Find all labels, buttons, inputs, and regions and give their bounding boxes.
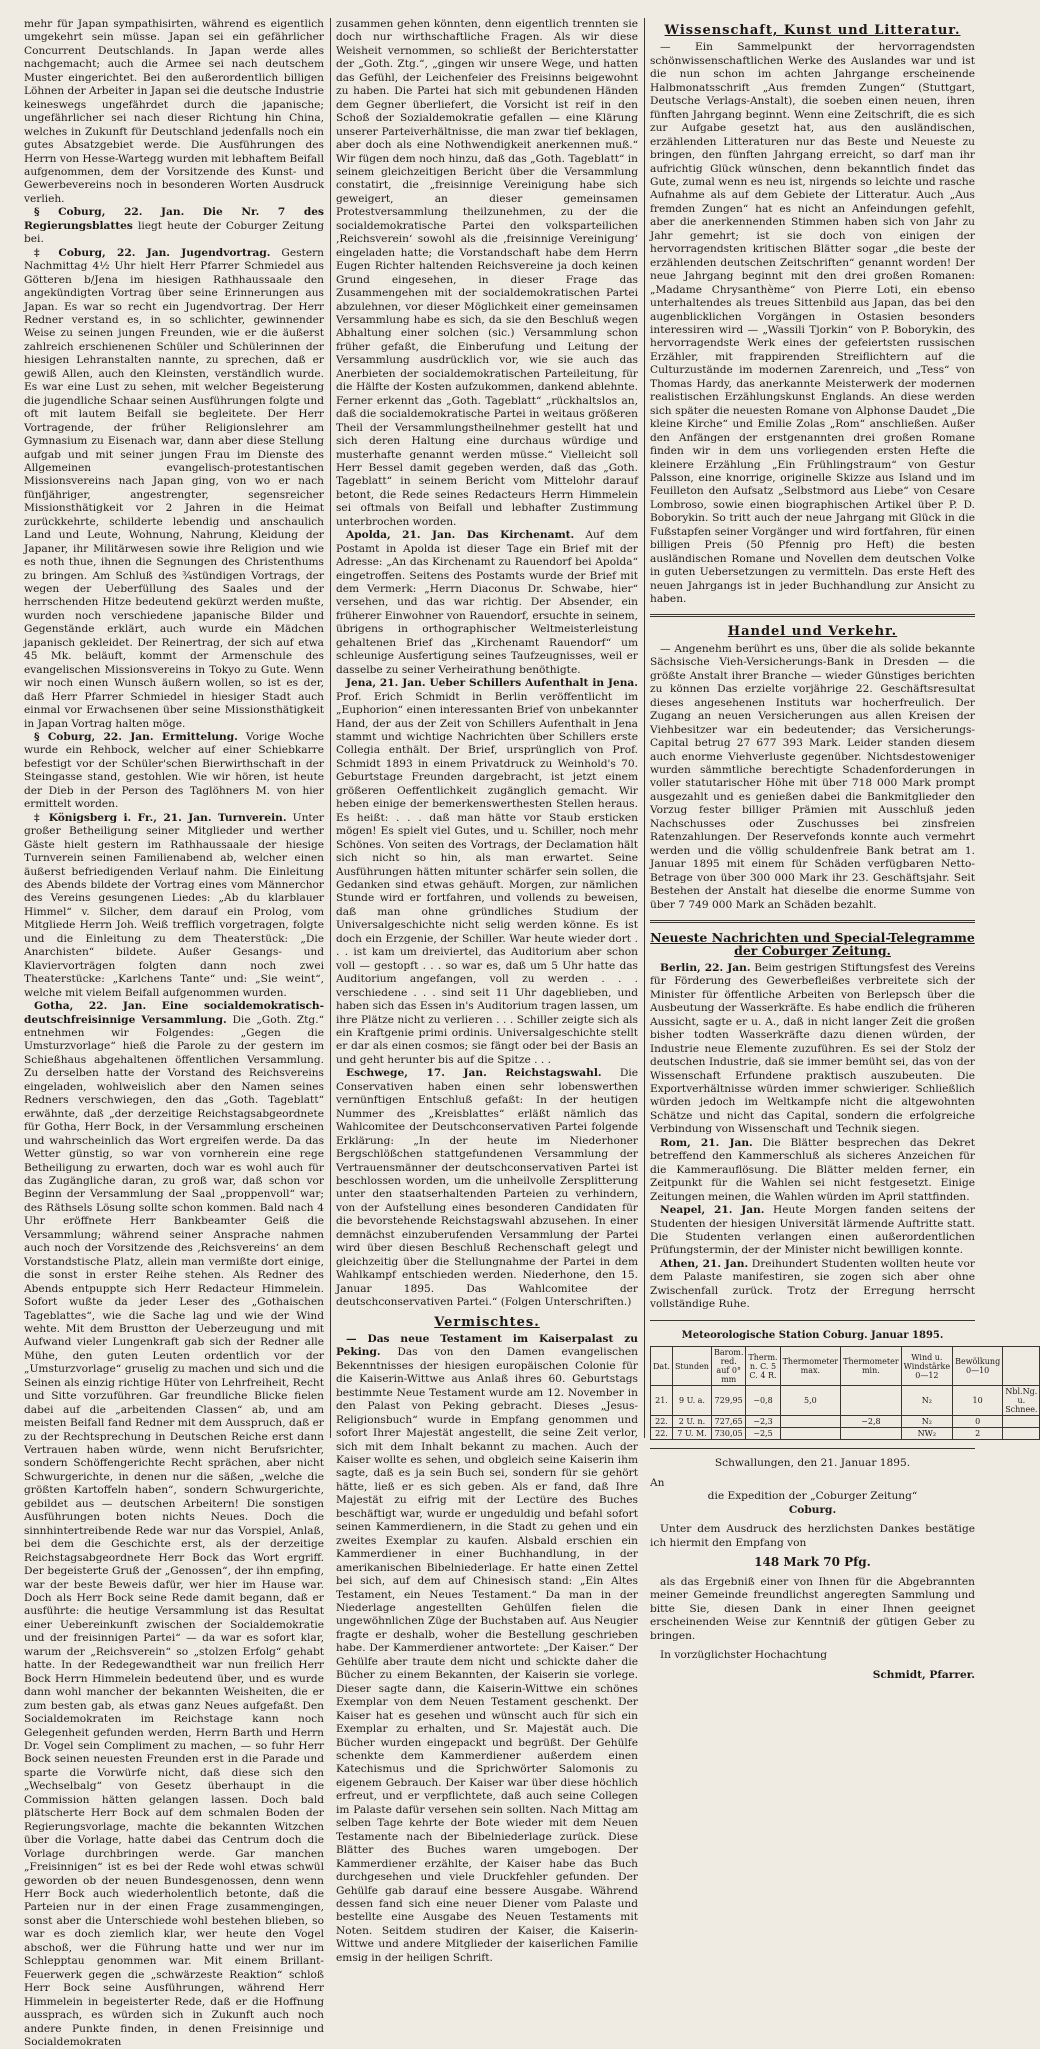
letter-signature: Schmidt, Pfarrer. xyxy=(872,1668,975,1681)
section-heading-telegrams: Neueste Nachrichten und Special-Telegramme der Coburger Zeitung. xyxy=(650,930,975,959)
column-2 xyxy=(336,18,638,1964)
weather-table-cell: −2,5 xyxy=(746,1428,780,1440)
weather-table-cell xyxy=(841,1386,902,1416)
article-dateline: Berlin, 22. Jan. xyxy=(660,961,751,974)
divider xyxy=(650,1448,975,1449)
article-paragraph: ‡ Königsberg i. Fr., 21. Jan. Turnverein. Unter großer Betheiligung seiner Mitglieder und werther Gäste hielt gestern im Rathhaussaale der hiesige Turnverein seinen Familienabend ab, welcher einen äußerst befriedigenden Verlauf nahm. Die Einleitung des Abends bildete der Vortrag eines vom Männerchor des Vereins gesungenen Liedes: „Ab du klarblauer Himmel“ v. Silcher, dem darauf ein Prolog, vom Mitgliede Herrn Joh. Weiß trefflich vorgetragen, folgte und die Einleitung zu dem Theaterstück: „Die Anarchisten“ bildete. Außer Gesangs- und Klaviervorträgen folgten dann noch zwei Theaterstücke: „Karlchens Tante“ und: „Sie weint“, welche mit vielem Beifall aufgenommen wurden. xyxy=(24,811,325,999)
weather-table-cell: 22. xyxy=(651,1416,673,1428)
divider xyxy=(650,614,975,617)
weather-table-cell: 729,95 xyxy=(711,1386,745,1416)
section-heading-trade: Handel und Verkehr. xyxy=(727,624,898,640)
weather-table-header: Barom. red. auf 0° mm xyxy=(711,1347,745,1386)
article-paragraph: mehr für Japan sympathisirten, während es eigentlich umgekehrt sein müsse. Japan sei ein gefährlicher Concurrent Deutschlands. In Japan werde alles nachgemacht; auch die Armee sei nach deutschem Muster eingerichtet. Bei den außerordentlich billigen Löhnen der Arbeiter in Japan sei die deutsche Industrie keineswegs ungefährdet durch die japanische; ungefährlicher sei nach dieser Richtung hin China, welches in Zukunft für Deutschland jedenfalls noch ein gutes Absatzgebiet werde. Die Ausführungen des Herrn von Hesse-Wartegg wurden mit lebhaftem Beifall aufgenommen, dem der Vorsitzende des Kunst- und Gewerbevereins noch in besonderen Worten Ausdruck verlieh. xyxy=(24,18,324,205)
weather-table-cell: N₂ xyxy=(901,1386,952,1416)
weather-table-cell xyxy=(780,1428,841,1440)
column-1 xyxy=(24,18,325,2048)
weather-table-row xyxy=(651,1416,1040,1428)
weather-table-cell: −2,8 xyxy=(841,1416,902,1428)
article-paragraph: — Das neue Testament im Kaiserpalast zu Peking. Das von den Damen evangelischen Bekenntnisses der hiesigen europäischen Colonie für die Kaiserin-Wittwe aus Anlaß ihres 60. Geburtstags bestimmte Neue Testament wurde am 12. November in den Palast von Peking gebracht. Dieses „Jesus-Religionsbuch“ wurde in Empfang genommen und sofort Ihrer Majestät angestellt, die seine Zeit verlor, sich mit dem Inhalt bekannt zu machen. Auch der Kaiser wollte es sehen, und obgleich seine Kaiserin ihm sagte, daß es ja sein Buch sei, sondern für sie gehört hätte, ließ er es sich geben. Als er fand, daß Ihre Majestät zu eifrig mit der Lectüre des Buches beschäftigt war, wurde er ungeduldig und befahl sofort seinen Kammerdienern, in die Stadt zu gehen und ein zweites Exemplar zu kaufen. Alsbald erschien ein Kammerdiener in einer Buchhandlung, in der amerikanischen Bibelniederlage. Er hatte einen Zettel bei sich, auf dem auf Chinesisch stand: „Ein Altes Testament, ein Neues Testament.“ Da man in der Niederlage angestellten Gehülfen fielen die ungewöhnlichen Züge der Buchstaben auf. Aus Neugier fragte er deshalb, woher die Bestellung geschrieben habe. Der Kammerdiener antwortete: „Der Kaiser.“ Der Gehülfe aber traute dem nicht und schickte daher die Bücher zu einem Bekannten, der Kaiserin sie vorlege. Dieser sagte dann, die Kaiserin-Wittwe ein schönes Exemplar von dem Neuen Testament geschenkt. Der Kaiser hat es gesehen und wünscht auch für sich ein Exemplar zu erhalten, und Sr. Majestät auch. Die Bücher wurden eingepackt und begrüßt. Der Gehülfe schenkte dem Kammerdiener außerdem einen Katechismus und die Sprichwörter Salomonis zu eigenem Gebrauch. Der Kaiser war über diese höchlich erfreut, und er verpflichtete, daß auch seine Collegen im Palaste dafür versehen sein sollten. Nach Mittag am selben Tage kehrte der Bote wieder mit dem Neuen Testamente nach der Bibelniederlage zurück. Diese Blätter des Buches waren umgebogen. Der Kammerdiener erzählte, der Kaiser habe das Buch durchgesehen und viele Druckfehler gefunden. Der Gehülfe gab darauf eine bessere Ausgabe. Während dessen fand sich eine neuer Diener vom Palaste und bestellte eine Ausgabe des Neuen Testaments mit Noten. Seitdem studiren der Kaiser, die Kaiserin-Wittwe und andere Mitglieder der kaiserlichen Familie emsig in der heiligen Schrift. xyxy=(336,1332,638,1964)
article-paragraph: zusammen gehen könnten, denn eigentlich trennten sie doch nur wirthschaftliche Fragen. Als wir diese Weisheit vernommen, so schließt der Berichterstatter der „Goth. Ztg.“, „gingen wir unsere Wege, und hatten das Gefühl, der Leichenfeier des Freisinns beigewohnt zu haben. Die Partei hat sich mit gebundenen Händen dem Gegner überliefert, die Vorsicht ist reif in den Schoß der Sozialdemokratie gefallen — eine Klärung unserer Parteiverhältnisse, die man zwar tief beklagen, aber doch als eine Nothwendigkeit anerkennen muß.“ Wir fügen dem noch hinzu, daß das „Goth. Tageblatt“ in seinem gleichzeitigen Bericht über die Versammlung constatirt, die „freisinnige Vereinigung habe sich geweigert, an dieser gemeinsamen Protestversammlung theilzunehmen, zu der die socialdemokratische Partei den volksparteilichen ‚Reichsverein‘ sowohl als die ‚freisinnige Vereinigung‘ eingeladen hatte; die Vorstandschaft habe dem Herrn Eugen Richter haltenden Reichsvereine ja doch keinen Grund eingesehen, in dieser Frage das Zusammengehen mit der socialdemokratischen Partei abzulehnen, vor dieser Möglichkeit einer gemeinsamen Versammlung habe es sich, da sie den Beschluß wegen Abhaltung einer solchen (sic.) Versammlung schon früher gefaßt, die Einberufung und Leitung der Versammlung ausdrücklich vor, wie sie auch das Anerbieten der socialdemokratischen Parteileitung, für die Hälfte der Kosten aufzukommen, dankend ablehnte. Ferner erkennt das „Goth. Tageblatt“ „rückhaltslos an, daß die socialdemokratische Partei in weitaus größeren Theil der Versammlungstheilnehmer gestellt hat und sich deren Haltung eine durchaus würdige und musterhafte genannt werden müsse.“ Vielleicht soll Herr Bessel damit gegeben werden, daß das „Goth. Tageblatt“ in seinem Bericht vom Mittelohr darauf betont, die Rede seines Redacteurs Herrn Himmelein sei oftmals von Beifall und lebhafter Zustimmung unterbrochen worden. xyxy=(336,18,638,528)
weather-table-title: Meteorologische Station Coburg. Januar 1895. xyxy=(681,1329,944,1341)
weather-table-cell: 2 xyxy=(953,1428,1003,1440)
article-paragraph: Jena, 21. Jan. Ueber Schillers Aufenthalt in Jena. Prof. Erich Schmidt in Berlin veröffentlicht im „Euphorion“ einen interessanten Brief von unbekannter Hand, der aus der Zeit von Schillers Aufenthalt in Jena stammt und wichtige Nachrichten über Schillers erste Collegia enthält. Der Brief, ursprünglich von Prof. Schmidt 1893 in einem Privatdruck zu Weinhold's 70. Geburtstage Freunden dargebracht, ist jetzt einem größeren Oeffentlichkeit zugänglich gemacht. Wir heben einige der bemerkenswerthesten Stellen heraus. Es heißt: . . . daß man hätte vor Staub ersticken mögen! Es spielt viel Gutes, und u. Schiller, noch mehr Schönes. Von seiten des Vortrags, der Declamation hält sich nicht so hin, als man erwartet. Seine Ausführungen hätten mitunter schärfer sein sollen, die Gedanken sind etwas gehäuft. Morgen, zur nämlichen Stunde wird er fortfahren, und vollends zu beweisen, daß man ohne gründliches Studium der Universalgeschichte nicht selig werden könne. Es ist doch ein Erzgenie, der Schiller. War heute wieder dort . . . ist kam um dreiviertel, das Auditorium aber schon voll — gestopft . . . so war es, daß um 5 Uhr hatte das Auditorium angefangen, voll zu werden . . . verschiedene . . . sind seit 11 Uhr dageblieben, und haben sich das Essen in's Auditorium tragen lassen, um ihre Plätze nicht zu verlieren . . . Schiller zeigte sich als ein Kraftgenie primi ordinis. Universalgeschichte stellt er dar als einen cosmos; sie fängt oder bei der Basis an und geht herunter bis auf die Spitze . . . xyxy=(336,677,638,1066)
weather-table-cell: N₂ xyxy=(901,1416,952,1428)
article-dateline: Neapel, 21. Jan. xyxy=(660,1204,765,1217)
weather-table-cell: 7 U. M. xyxy=(672,1428,711,1440)
weather-table-cell: Nbl.Ng. u. Schnee. xyxy=(1003,1386,1040,1416)
article-dateline: § Coburg, 22. Jan. Die Nr. 7 des Regierungsblattes xyxy=(24,206,324,232)
section-heading: Vermischtes. xyxy=(434,1314,540,1330)
article-text: — Ein Sammelpunkt der hervorragendsten schönwissenschaftlichen Werke des Auslandes war und ist die nun schon im achten Jahrgange erscheinende Halbmonatsschrift „Aus fremden Zungen“ (Stuttgart, Deutsche Verlags-Anstalt), die soeben einen neuen, ihren fünften Jahrgang beginnt. Wenn eine Zeitschrift, die es sich zur Aufgabe gesetzt hat, aus den ausländischen, erzählenden Litteraturen nur das Beste und Neueste zu bringen, den fünften Jahrgang erreicht, so darf man ihr aufrichtig Glück wünschen, denn bekanntlich findet das Gute, zumal wenn es neu ist, nirgends so leichte und rasche Aufnahme als auf dem Gebiete der Litteratur. Auch „Aus fremden Zungen“ hat es nicht an Anfeindungen gefehlt, aber die anerkennenden Stimmen haben sich von Jahr zu Jahr gemehrt; ist sie doch von einigen der hervorragendsten kritischen Blätter sogar „die beste der erzählenden deutschen Zeitschriften“ genannt worden! Der neue Jahrgang beginnt mit den drei großen Romanen: „Madame Chrysanthème“ von Pierre Loti, ein ebenso unterhaltendes als treues Sittenbild aus Japan, das bei den augenblicklichen Vorgängen in Ostasien besonders interessiren wird — „Wassili Tjorkin“ von P. Boborykin, des hervorragendste Werk eines der gefeiertsten russischen Erzähler, mit frappirenden Streiflichtern auf die Culturzustände im modernen Zarenreich, und „Tess“ von Thomas Hardy, das anerkannte Meisterwerk der modernen realistischen Erzählungskunst Englands. An diese werden sich später die neuesten Romane von Alphonse Daudet „Die kleine Kirche“ und Emilie Zolas „Rom“ anschließen. Außer den Anfängen der erstgenannten drei großen Romane finden wir in dem uns vorliegenden ersten Hefte die kleinere Erzählung „Ein Frühlingstraum“ von Gestur Palsson, eine knorrige, originelle Skizze aus Island und im Feuilleton den Aufsatz „Selbstmord aus Liebe“ von Cesare Lombroso, sowie einen biographischen Artikel über P. D. Boborykin. So tritt auch der neue Jahrgang mit Glück in die Fußstapfen seiner Vorgänger und wird fortfahren, für einen billigen Preis (50 Pfennig pro Heft) die besten ausländischen Romane und Novellen dem deutschen Volke in guten Uebersetzungen zu vermitteln. Das erste Heft des neuen Jahrgangs ist in jeder Buchhandlung zur Ansicht zu haben. xyxy=(650,41,975,606)
section-heading-science-art: Wissenschaft, Kunst und Litteratur. xyxy=(664,23,961,38)
divider xyxy=(650,1320,975,1321)
article-paragraph: Eschwege, 17. Jan. Reichstagswahl. Die Conservativen haben einen sehr lobenswerthen vernünftigen Entschluß gefaßt: In der heutigen Nummer des „Kreisblattes“ erläßt nämlich das Wahlcomitee der Deutschconservativen Partei folgende Erklärung: „In der heute im Niederhoner Bergschlößchen stattgefundenen Versammlung der Vertrauensmänner der deutschconservativen Partei ist beschlossen worden, um die unheilvolle Zersplitterung unter den staatserhaltenden Parteien zu verhindern, von der Aufstellung eines besonderen Candidaten für die bevorstehende Reichstagswahl abzusehen. In einer demnächst einzuberufenden Versammlung der Partei wird über diesen Beschluß Rechenschaft gelegt und gleichzeitig über die Stellungnahme der Partei in dem Wahlkampf entschieden werden. Niederhone, den 15. Januar 1895. Das Wahlcomitee der deutschconservativen Partei.“ (Folgen Unterschriften.) xyxy=(336,1067,638,1309)
weather-table-row xyxy=(651,1386,1040,1416)
weather-table-header: Thermometer min. xyxy=(841,1347,902,1386)
weather-table-cell: −2,3 xyxy=(746,1416,780,1428)
article-paragraph: ‡ Coburg, 22. Jan. Jugendvortrag. Gestern Nachmittag 4½ Uhr hielt Herr Pfarrer Schmiedel aus Götteren b/Jena im hiesigen Rathhaussaale den angekündigten Vortrag über seine Erinnerungen aus Japan. Es war so recht ein Jugendvortrag. Der Herr Redner verstand es, in so schlichter, gewinnender Weise zu seinen jungen Freunden, wie er die äußerst zahlreich erschienenen Schüler und Schülerinnen der hiesigen Lehranstalten nannte, zu sprechen, daß er gewiß Allen, auch den Kleinsten, verständlich wurde. Es war eine Lust zu sehen, mit welcher Begeisterung die jugendliche Schaar seinen Ausführungen folgte und oft mit lautem Beifall sie begleitete. Der Herr Vortragende, der früher Religionslehrer am Gymnasium zu Eisenach war, dann aber diese Stellung aufgab und mit seiner jungen Frau im Dienste des Allgemeinen evangelisch-protestantischen Missionsvereins nach Japan ging, von wo er nach fünfjähriger, angestrengter, segensreicher Missionsthätigkeit vor 2 Jahren in die Heimat zurückkehrte, schilderte lebendig und anschaulich Land und Leute, Wohnung, Nahrung, Kleidung der Japaner, ihr Militärwesen sowie ihre Religion und wie es noth thue, ihnen die Segnungen des Christenthums zu bringen. Am Schluß des ¾stündigen Vortrags, der wegen der Ueberfüllung des Saales und der herrschenden Hitze bedeutend gekürzt werden mußte, wurden noch verschiedene japanische Bilder und Gegenstände erklärt, auch wurde ein Mädchen japanisch gekleidet. Der Reinertrag, der sich auf etwa 45 Mk. beläuft, kommt der Armenschule des evangelischen Missionsvereins in Tokyo zu Gute. Wenn wir noch einen Wunsch äußern wollen, so ist es der, daß Herr Pfarrer Schmiedel in hiesiger Stadt auch einmal vor Erwachsenen über seine Missionsthätigkeit in Japan Vortrag halten möge. xyxy=(24,246,324,730)
weather-table-header: Dat. xyxy=(651,1347,673,1386)
telegram-list xyxy=(650,962,975,1312)
weather-table-header: Wind u. Windstärke 0—12 xyxy=(901,1347,952,1386)
weather-table-cell: 10 xyxy=(953,1386,1003,1416)
letter-amount: 148 Mark 70 Pfg. xyxy=(754,1555,871,1570)
weather-table-cell: 22. xyxy=(651,1428,673,1440)
column-3 xyxy=(650,18,1038,1681)
article-dateline: ‡ Königsberg i. Fr., 21. Jan. Turnverein. xyxy=(34,811,287,824)
letter-body: Unter dem Ausdruck des herzlichsten Dankes bestätige ich hiermit den Empfang von xyxy=(650,1523,975,1549)
article-dateline: Rom, 21. Jan. xyxy=(660,1136,753,1149)
divider xyxy=(650,920,975,923)
weather-table-cell xyxy=(841,1428,902,1440)
article-paragraph: Rom, 21. Jan. Die Blätter besprechen das Dekret betreffend den Kammerschluß als sicheres Anzeichen für die Kammerauflösung. Die Blätter melden ferner, ein Zeitpunkt für die Wahlen sei nicht festgesetzt. Einige Zeitungen meinen, die Wahlen würden im April stattfinden. xyxy=(650,1136,975,1203)
weather-table-row xyxy=(651,1428,1040,1440)
article-dateline: Athen, 21. Jan. xyxy=(660,1257,749,1270)
article-paragraph: Gotha, 22. Jan. Eine socialdemokratisch-deutschfreisinnige Versammlung. Die „Goth. Ztg.“ entnehmen wir Folgendes: „Gegen die Umsturzvorlage“ hieß die Parole zu der gestern im Schießhaus abgehaltenen öffentlichen Versammlung. Zu derselben hatte der Vorstand des Reichsvereins eingeladen, wohlweislich aber den Namen seines Redners verschwiegen, den das „Goth. Tageblatt“ erwähnte, daß „der derzeitige Reichstagsabgeordnete für Gotha, Herr Bock, in der Versammlung erscheinen und wahrscheinlich das Wort ergreifen werde. Da das Wetter günstig, so war von vornherein eine rege Betheiligung zu erwarten, doch war es wohl auch für das Zugängliche daran, zu groß war, daß schon vor Beginn der Versammlung der Saal „proppenvoll“ war; des Räthsels Lösung sollte schon kommen. Bald nach 4 Uhr eröffnete Herr Bankbeamter Geiß die Versammlung; während seiner Ansprache nahmen auch noch der Vorsitzende des ‚Reichsvereins‘ an dem Vorstandstische Platz, allein man vermißte dort einige, die sonst in erster Reihe stehen. Als Redner des Abends entpuppte sich Herr Redacteur Himmelein. Sofort wußte da jeder Leser des „Gothaischen Tageblattes“, wie die Sache lag und wie der Wind wehte. Mit dem Brustton der Ueberzeugung und mit Aufwand vieler Lungenkraft gab sich der Redner alle Mühe, den guten Leuten ordentlich vor der „Umsturzvorlage“ gruselig zu machen und sich und die Seinen als einzig richtige Hüter von Lehrfreiheit, Recht und Sitte vorzuführen. Gar freundliche Blicke fielen dabei auf die „arbeitenden Classen“ ab, und am meisten Beifall fand Redner mit dem Ausspruch, daß er zu der Rechtsprechung in Deutschen Reiche erst dann Vertrauen haben würde, wenn nicht Berufsrichter, sondern Schöffengerichte Recht sprächen, aber nicht Schwurgerichte, in denen nur die säßen, „welche die größten Kartoffeln haben“, sondern Schwurgerichte, gebildet aus — deutschen Arbeitern! Die sonstigen Ausführungen boten nichts Neues. Doch die sinnhintertreibende Rede war nur das Vorspiel, Anlaß, bei dem die Geschichte erst, als der derzeitige Reichstagsabgeordnete Herr Bock das Wort ergriff. Der begeisterte Gruß der „Genossen“, der ihn empfing, war der beste Beweis dafür, wer hier im Hause war. Doch als Herr Bock seine Rede damit begann, daß er ausführte: die heutige Versammlung ist das Resultat einer Uebereinkunft zwischen der Socialdemokratie und der freisinnigen Partei“ — da war es sofort klar, warum der „Reichsverein“ so „stolzen Erfolg“ gehabt hatte. In der Redegewandtheit war nun freilich Herr Bock Herrn Himmelein bedeutend über, und es wurde dann wohl mancher der bekannten Weisheiten, die er zum besten gab, als etwas ganz Neues aufgefaßt. Den Socialdemokraten im Reichstage kann noch Gelegenheit gefunden werden, Herrn Barth und Herrn Dr. Vogel sein Compliment zu machen, — so fuhr Herr Bock seinen neuesten Freunden erst in die Parade und sparte die Vorwürfe nicht, daß diese sich den „Wechselbalg“ von Gesetz überhaupt in die Commission hätten gelangen lassen. Doch bald plätscherte Herr Bock auf dem schmalen Boden der Regierungsvorlage, machte die bekannten Witzchen über die Vorlage, hatte dabei das Centrum doch die Vorlage durchbringen werde. Gar manchen „Freisinnigen“ ist es bei der Rede wohl etwas schwül geworden ob der neuen Bundesgenossen, denn wenn Herr Bock auch wiederholentlich betonte, daß die Parteien nur in der einen Frage zusammengingen, sonst aber die Unterschiede wohl bestehen blieben, so war es doch ziemlich klar, wer heute den Vogel abschoß, wer die Führung hatte und wer nur im Schlepptau genommen war. Mit einem Brillant-Feuerwerk gegen die „schwärzeste Reaktion“ schloß Herr Bock seine Ausführungen, während Herr Himmelein in begeisterter Rede, daß er die Hoffnung aussprach, es würden sich in Zukunft auch noch andere Punkte finden, in denen Freisinnige und Socialdemokraten xyxy=(24,1000,324,2048)
article-paragraph: § Coburg, 22. Jan. Ermittelung. Vorige Woche wurde ein Rehbock, welcher auf einer Schiebkarre befestigt vor der Schüler'schen Bierwirthschaft in der Steingasse stand, gestohlen. Wie wir hören, ist heute der Dieb in der Person des Taglöhners M. von hier ermittelt worden. xyxy=(24,731,324,811)
weather-table-header: Thermometer max. xyxy=(780,1347,841,1386)
weather-table-header: Stunden xyxy=(672,1347,711,1386)
weather-table-cell: 21. xyxy=(651,1386,673,1416)
column-rule xyxy=(644,18,645,1438)
thank-you-letter xyxy=(650,1457,975,1682)
article-dateline: — Das neue Testament im Kaiserpalast zu Peking. xyxy=(336,1332,638,1359)
letter-addressee: die Expedition der „Coburger Zeitung“ xyxy=(707,1490,918,1503)
weather-table-cell xyxy=(1003,1416,1040,1428)
article-dateline: § Coburg, 22. Jan. Ermittelung. xyxy=(34,731,238,744)
weather-table-cell: 727,65 xyxy=(711,1416,745,1428)
weather-table-cell: 5,0 xyxy=(780,1386,841,1416)
column-rule xyxy=(330,18,331,1438)
article-paragraph: Athen, 21. Jan. Dreihundert Studenten wollten heute vor dem Palaste manifestiren, sie zogen sich aber ohne Zwischenfall zurück. Trotz der Erregung herrscht vollständige Ruhe. xyxy=(650,1257,975,1311)
weather-table-cell: −0,8 xyxy=(746,1386,780,1416)
article-dateline: Apolda, 21. Jan. Das Kirchenamt. xyxy=(346,529,575,542)
weather-table-header: Bewölkung 0—10 xyxy=(953,1347,1003,1386)
article-dateline: Gotha, 22. Jan. Eine socialdemokratisch-deutschfreisinnige Versammlung. xyxy=(24,1000,324,1026)
letter-city: Coburg. xyxy=(788,1503,837,1516)
weather-table xyxy=(650,1346,1040,1440)
article-dateline: Jena, 21. Jan. Ueber Schillers Aufenthalt in Jena. xyxy=(346,677,638,690)
weather-table-cell xyxy=(1003,1428,1040,1440)
weather-table-cell: 0 xyxy=(953,1416,1003,1428)
article-dateline: Eschwege, 17. Jan. Reichstagswahl. xyxy=(346,1067,602,1080)
weather-table-cell: 2 U. n. xyxy=(672,1416,711,1428)
letter-place-date: Schwallungen, den 21. Januar 1895. xyxy=(714,1457,911,1470)
article-dateline: ‡ Coburg, 22. Jan. Jugendvortrag. xyxy=(34,246,271,259)
letter-body: als das Ergebniß einer von Ihnen für die Abgebrannten meiner Gemeinde freundlichst angeregten Sammlung und bitte Sie, diesen Dank in einer Ihnen geeignet erscheinenden Weise zur Kenntniß der gütigen Geber zu bringen. xyxy=(650,1575,975,1642)
weather-table-cell: 730,05 xyxy=(711,1428,745,1440)
weather-table-cell: NW₂ xyxy=(901,1428,952,1440)
article-text: — Angenehm berührt es uns, über die als solide bekannte Sächsische Vieh-Versicherungs-Bank in Dresden — die größte Anstalt ihrer Branche — wieder Günstiges berichten zu können Das erzielte vorjährige 22. Geschäftsresultat dieses angesehenen Instituts war hocherfreulich. Der Zugang an neuen Versicherungen aus allen Kreisen der Viehbesitzer war ein bedeutender; das Versicherungs-Capital betrug 27 677 393 Mark. Leider standen diesem auch enorme Viehverluste gegenüber. Nichtsdestoweniger wurden sämmtliche berechtigte Schadenforderungen in voller statutarischer Höhe mit über 718 000 Mark prompt ausgezahlt und es genießen dabei die Bankmitglieder den Vorzug fester billiger Prämien mit Ausschluß jeden Nachschusses oder Zuschusses bei zinsfreien Ratenzahlungen. Der Reservefonds konnte auch vermehrt werden und die völlig schuldenfreie Bank betrat am 1. Januar 1895 mit einem für Schäden verfügbaren Netto-Betrage von über 300 000 Mark ihr 23. Geschäftsjahr. Seit Bestehen der Anstalt hat dieselbe die enorme Summe von über 7 749 000 Mark an Schäden bezahlt. xyxy=(650,642,975,911)
letter-salutation: An xyxy=(650,1476,665,1489)
article-paragraph: Apolda, 21. Jan. Das Kirchenamt. Auf dem Postamt in Apolda ist dieser Tage ein Brief mit der Adresse: „An das Kirchenamt zu Rauendorf bei Apolda“ eingetroffen. Seitens des Postamts wurde der Brief mit dem Vermerk: „Herrn Diaconus Dr. Schwabe, hier“ versehen, und das war richtig. Der Absender, ein früherer Einwohner von Rauendorf, ersuchte in seinem, übrigens in orthographischer Weltmeisterleistung gehaltenen Brief das „Kirchenamt Rauendorf“ um schleunige Ausfertigung seines Taufzeugnisses, weil er dasselbe zu seiner Verheirathung benöthigte. xyxy=(336,529,638,676)
weather-table-cell: 9 U. a. xyxy=(672,1386,711,1416)
weather-table-header: Therm. n. C. 5 C. 4 R. xyxy=(746,1347,780,1386)
letter-closing: In vorzüglichster Hochachtung xyxy=(660,1649,828,1662)
article-paragraph: § Coburg, 22. Jan. Die Nr. 7 des Regierungsblattes liegt heute der Coburger Zeitung bei. xyxy=(24,206,324,246)
article-paragraph: Berlin, 22. Jan. Beim gestrigen Stiftungsfest des Vereins für Förderung des Gewerbefleißes verbreitete sich der Minister für öffentliche Arbeiten von Berlepsch über die Ausbeutung der Wasserkräfte. Es habe endlich die früheren Aussicht, sagte er u. A., daß in nicht langer Zeit die großen bisher todten Wasserkräfte dazu dienen würden, der Industrie neue Elemente zuzuführen. Es sei der Stolz der deutschen Industrie, daß sie immer bemüht sei, das von der Wissenschaft Erfundene praktisch auszubeuten. Die Exportverhältnisse würden immer schwieriger. Schließlich würden jedoch im Weltkampfe nicht die altgewohnten Schätze und nicht das Capital, sondern die erfolgreiche Verbindung von Wissenschaft und Technik siegen. xyxy=(650,961,976,1136)
weather-table-cell xyxy=(780,1416,841,1428)
article-paragraph: Neapel, 21. Jan. Heute Morgen fanden seitens der Studenten der hiesigen Universität lärmende Auftritte statt. Die Studenten verlangen einen außerordentlichen Prüfungstermin, der der Minister nicht bewilligen konnte. xyxy=(650,1204,975,1257)
weather-table-header xyxy=(1003,1347,1040,1386)
